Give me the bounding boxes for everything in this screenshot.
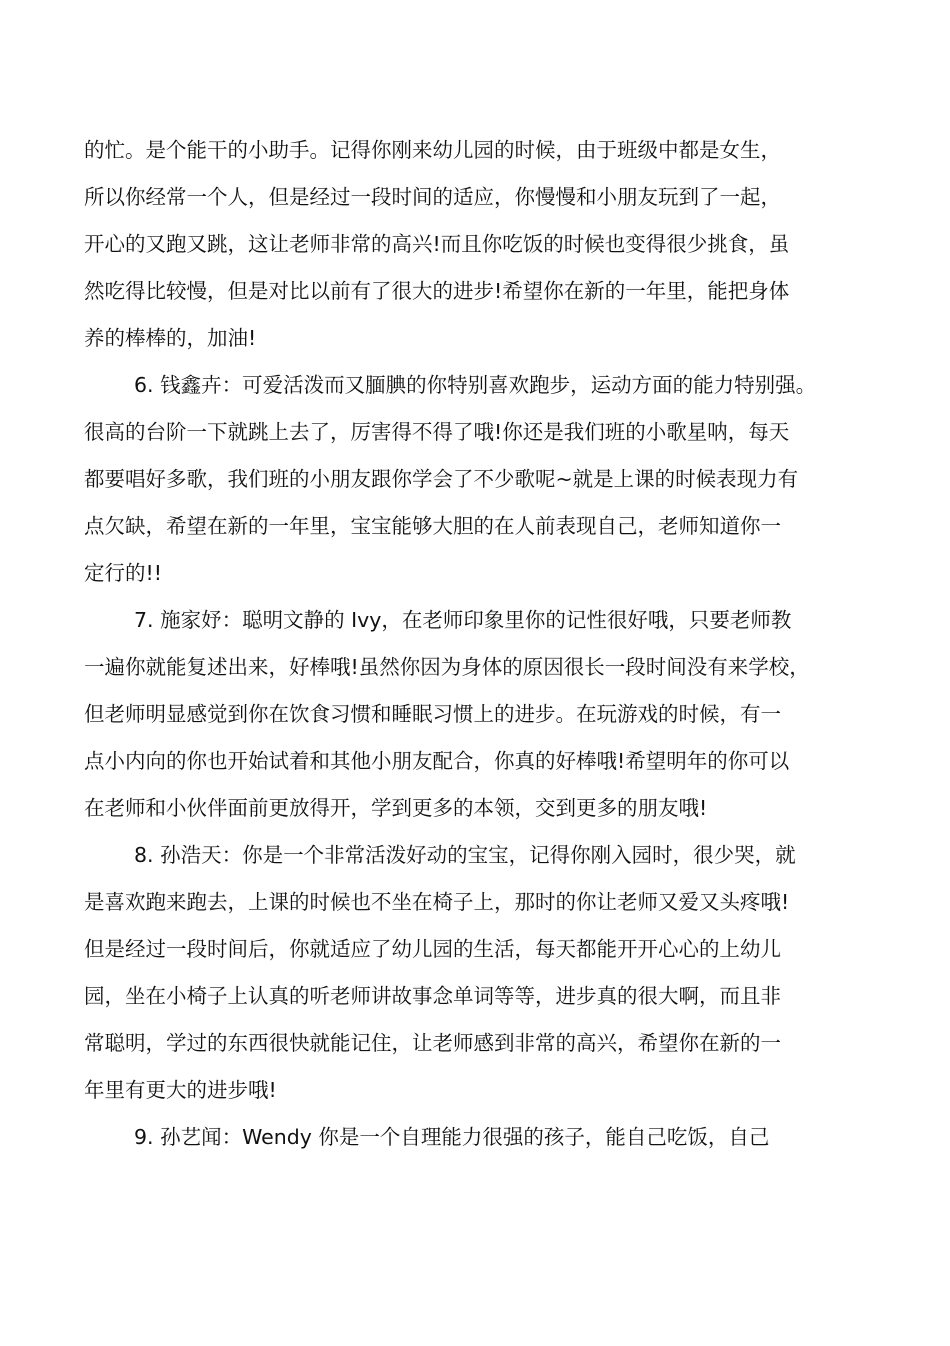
paragraph-line: 常聪明，学过的东西很快就能记住，让老师感到非常的高兴，希望你在新的一 (84, 1031, 781, 1055)
paragraph-line: 的忙。是个能干的小助手。记得你刚来幼儿园的时候，由于班级中都是女生， (84, 138, 781, 162)
list-item-8: 8. 孙浩天：你是一个非常活泼好动的宝宝，记得你刚入园时，很少哭，就 (134, 843, 796, 867)
list-item-7: 7. 施家妤：聪明文静的 Ivy，在老师印象里你的记性很好哦，只要老师教 (134, 608, 792, 632)
paragraph-line: 点小内向的你也开始试着和其他小朋友配合，你真的好棒哦!希望明年的你可以 (84, 749, 790, 773)
paragraph-line: 一遍你就能复述出来，好棒哦!虽然你因为身体的原因很长一段时间没有来学校， (84, 655, 810, 679)
paragraph-line: 园，坐在小椅子上认真的听老师讲故事念单词等等，进步真的很大啊，而且非 (84, 984, 781, 1008)
paragraph-line: 很高的台阶一下就跳上去了，厉害得不得了哦!你还是我们班的小歌星呐，每天 (84, 420, 790, 444)
paragraph-line: 在老师和小伙伴面前更放得开，学到更多的本领，交到更多的朋友哦! (84, 796, 708, 820)
paragraph-line: 所以你经常一个人，但是经过一段时间的适应，你慢慢和小朋友玩到了一起， (84, 185, 781, 209)
paragraph-line: 年里有更大的进步哦! (84, 1078, 277, 1102)
paragraph-line: 定行的!! (84, 561, 162, 585)
paragraph-line: 都要唱好多歌，我们班的小朋友跟你学会了不少歌呢~就是上课的时候表现力有 (84, 467, 799, 491)
paragraph-line: 是喜欢跑来跑去，上课的时候也不坐在椅子上，那时的你让老师又爱又头疼哦! (84, 890, 790, 914)
list-item-6: 6. 钱鑫卉：可爱活泼而又腼腆的你特别喜欢跑步，运动方面的能力特别强。 (134, 373, 817, 397)
paragraph-line: 但老师明显感觉到你在饮食习惯和睡眠习惯上的进步。在玩游戏的时候，有一 (84, 702, 781, 726)
paragraph-line: 开心的又跑又跳，这让老师非常的高兴!而且你吃饭的时候也变得很少挑食，虽 (84, 232, 790, 256)
list-item-9: 9. 孙艺闻：Wendy 你是一个自理能力很强的孩子，能自己吃饭，自己 (134, 1125, 770, 1149)
paragraph-line: 养的棒棒的，加油! (84, 326, 257, 350)
paragraph-line: 点欠缺，希望在新的一年里，宝宝能够大胆的在人前表现自己，老师知道你一 (84, 514, 781, 538)
paragraph-line: 但是经过一段时间后，你就适应了幼儿园的生活，每天都能开开心心的上幼儿 (84, 937, 781, 961)
paragraph-line: 然吃得比较慢，但是对比以前有了很大的进步!希望你在新的一年里，能把身体 (84, 279, 790, 303)
